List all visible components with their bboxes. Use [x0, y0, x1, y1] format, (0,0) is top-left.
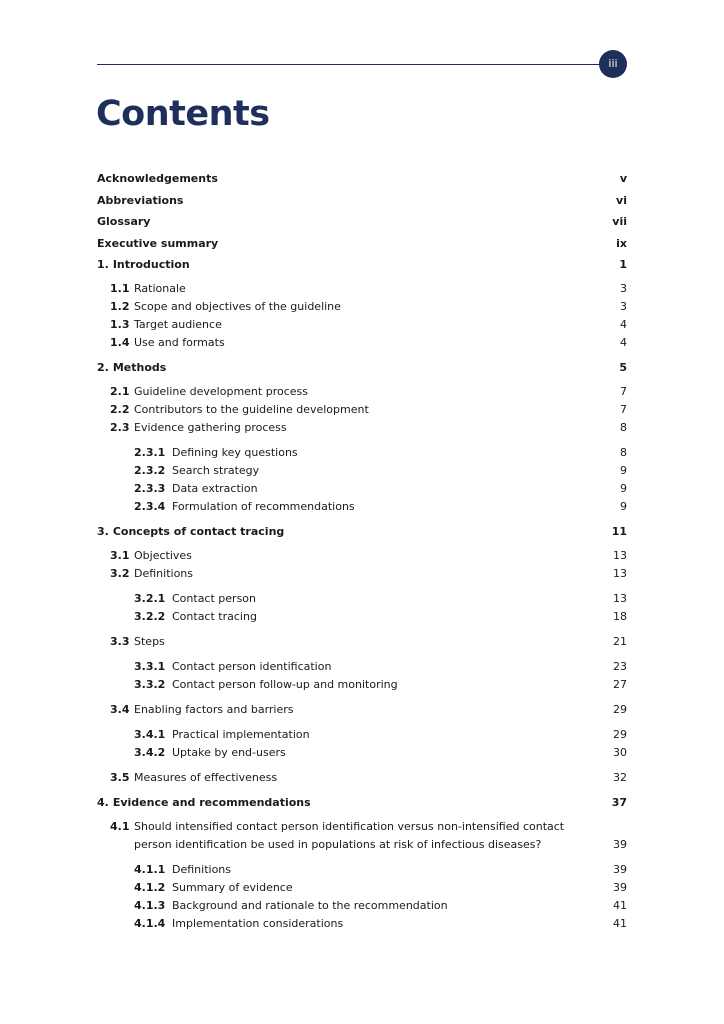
toc-page: 13 — [613, 549, 627, 563]
toc-label: Background and rationale to the recommendation — [172, 899, 448, 913]
toc-section-3-1[interactable] — [97, 547, 627, 565]
toc-page: 8 — [620, 446, 627, 460]
toc-entry-glossary[interactable] — [97, 213, 627, 231]
toc-page: 41 — [613, 899, 627, 913]
toc-number: 3.3.1 — [134, 660, 166, 674]
toc-number: 3.1 — [110, 549, 130, 563]
toc-label: Scope and objectives of the guideline — [134, 300, 341, 314]
toc-number: 1.4 — [110, 336, 130, 350]
toc-entry-abbreviations[interactable] — [97, 192, 627, 210]
toc-page: 41 — [613, 917, 627, 931]
toc-page: 9 — [620, 482, 627, 496]
toc-page: 11 — [611, 525, 627, 539]
toc-label: Data extraction — [172, 482, 258, 496]
toc-label: Uptake by end-users — [172, 746, 286, 760]
toc-label: Implementation considerations — [172, 917, 344, 931]
toc-number: 2.3 — [110, 421, 130, 435]
toc-label: Concepts of contact tracing — [112, 525, 285, 539]
toc-section-2-2[interactable] — [97, 401, 627, 419]
toc-label: Definitions — [172, 863, 231, 877]
toc-page: 29 — [613, 703, 627, 717]
toc-subsection-3-3-1[interactable] — [97, 658, 627, 676]
toc-page: 3 — [620, 282, 627, 296]
toc-page: 4 — [620, 318, 627, 332]
toc-page: 21 — [613, 635, 627, 649]
toc-subsection-3-4-1[interactable] — [97, 726, 627, 744]
toc-number: 2.3.2 — [134, 464, 166, 478]
toc-page: ix — [616, 236, 627, 250]
toc-label: Methods — [112, 361, 167, 375]
toc-page: v — [619, 172, 627, 185]
toc-subsection-4-1-4[interactable] — [97, 915, 627, 933]
toc-label: Guideline development process — [134, 385, 308, 399]
page-number-badge: iii — [599, 50, 627, 78]
toc-subsection-4-1-3[interactable] — [97, 897, 627, 915]
toc-page: 37 — [611, 796, 627, 810]
toc-label: Use and formats — [134, 336, 225, 350]
toc-page: 13 — [613, 567, 627, 581]
toc-page: 3 — [620, 300, 627, 314]
toc-page: 4 — [620, 336, 627, 350]
toc-number: 1.3 — [110, 318, 130, 332]
toc-subsection-3-3-2[interactable] — [97, 676, 627, 694]
toc-label: Defining key questions — [172, 446, 298, 460]
toc-chapter-1[interactable] — [97, 256, 627, 274]
toc-label: Target audience — [134, 318, 222, 332]
toc-label: Search strategy — [172, 464, 260, 478]
toc-page: 30 — [613, 746, 627, 760]
toc-label: Steps — [134, 635, 165, 649]
toc-number: 1. — [97, 258, 109, 272]
toc-label: Contact person identification — [172, 660, 332, 674]
toc-label: Contact tracing — [172, 610, 257, 624]
table-of-contents — [97, 170, 627, 933]
page-title: Contents — [96, 94, 270, 134]
toc-subsection-4-1-1[interactable] — [97, 861, 627, 879]
toc-page: 39 — [613, 838, 627, 852]
toc-page: 18 — [613, 610, 627, 624]
toc-section-1-2[interactable] — [97, 298, 627, 316]
toc-number: 3.4.2 — [134, 746, 166, 760]
toc-page: 39 — [613, 881, 627, 895]
toc-section-1-3[interactable] — [97, 316, 627, 334]
toc-number: 4.1.3 — [134, 899, 166, 913]
toc-label: Practical implementation — [172, 728, 310, 742]
toc-number: 3.4 — [110, 703, 130, 717]
toc-number: 4.1 — [110, 820, 130, 834]
toc-page: vii — [612, 215, 627, 229]
toc-label: Formulation of recommendations — [172, 500, 355, 514]
toc-section-2-3[interactable] — [97, 419, 627, 437]
toc-label: Rationale — [134, 282, 186, 296]
toc-chapter-4[interactable] — [97, 794, 627, 812]
toc-label: Contact person follow-up and monitoring — [172, 678, 398, 692]
toc-section-2-1[interactable] — [97, 383, 627, 401]
toc-page: 9 — [620, 500, 627, 514]
toc-number: 2.3.3 — [134, 482, 166, 496]
toc-label: Glossary — [97, 215, 151, 229]
toc-subsection-2-3-1[interactable] — [97, 444, 627, 462]
toc-section-4-1[interactable] — [97, 818, 627, 854]
toc-label: Abbreviations — [97, 193, 184, 207]
toc-label: Introduction — [112, 258, 190, 272]
toc-number: 2.2 — [110, 403, 130, 417]
toc-chapter-2[interactable] — [97, 359, 627, 377]
toc-number: 4.1.1 — [134, 863, 166, 877]
toc-label: Enabling factors and barriers — [134, 703, 294, 717]
toc-page: 32 — [613, 771, 627, 785]
toc-number: 3.2 — [110, 567, 130, 581]
toc-number: 3.3.2 — [134, 678, 166, 692]
toc-page: 5 — [619, 361, 627, 375]
toc-label: Objectives — [134, 549, 192, 563]
toc-label: Evidence and recommendations — [112, 796, 311, 810]
toc-chapter-3[interactable] — [97, 523, 627, 541]
toc-entry-executive-summary[interactable] — [97, 235, 627, 253]
toc-page: 7 — [620, 403, 627, 417]
toc-page: 1 — [619, 258, 627, 272]
toc-subsection-3-4-2[interactable] — [97, 744, 627, 762]
toc-number: 3.2.1 — [134, 592, 166, 606]
toc-entry-acknowledgements[interactable] — [97, 170, 627, 188]
toc-number: 4.1.4 — [134, 917, 166, 931]
toc-label: Should intensified contact person identification versus non-intensified contact person identification be used in populations at risk of infectious diseases? — [134, 820, 565, 852]
toc-number: 3. — [97, 525, 109, 539]
toc-page: 9 — [620, 464, 627, 478]
toc-label: Measures of effectiveness — [134, 771, 278, 785]
toc-subsection-2-3-3[interactable] — [97, 480, 627, 498]
toc-number: 2.1 — [110, 385, 130, 399]
toc-subsection-4-1-2[interactable] — [97, 879, 627, 897]
toc-number: 3.5 — [110, 771, 130, 785]
toc-page: 8 — [620, 421, 627, 435]
toc-label: Executive summary — [97, 236, 219, 250]
toc-label: Acknowledgements — [97, 172, 218, 185]
toc-subsection-3-2-2[interactable] — [97, 608, 627, 626]
toc-page: 23 — [613, 660, 627, 674]
toc-number: 4. — [97, 796, 109, 810]
toc-page: 29 — [613, 728, 627, 742]
toc-label: Evidence gathering process — [134, 421, 287, 435]
toc-page: 7 — [620, 385, 627, 399]
toc-label: Contributors to the guideline development — [134, 403, 369, 417]
toc-page: 27 — [613, 678, 627, 692]
toc-section-3-5[interactable] — [97, 769, 627, 787]
toc-number: 1.1 — [110, 282, 130, 296]
toc-subsection-3-2-1[interactable] — [97, 590, 627, 608]
toc-page: 39 — [613, 863, 627, 877]
toc-section-1-4[interactable] — [97, 334, 627, 352]
toc-section-3-2[interactable] — [97, 565, 627, 583]
header-rule — [97, 64, 609, 65]
toc-label: Summary of evidence — [172, 881, 293, 895]
toc-number: 2. — [97, 361, 109, 375]
toc-number: 3.4.1 — [134, 728, 166, 742]
toc-section-1-1[interactable] — [97, 280, 627, 298]
toc-page: 13 — [613, 592, 627, 606]
toc-section-3-3[interactable] — [97, 633, 627, 651]
toc-number: 1.2 — [110, 300, 130, 314]
toc-number: 3.3 — [110, 635, 130, 649]
toc-number: 2.3.4 — [134, 500, 166, 514]
toc-subsection-2-3-4[interactable] — [97, 498, 627, 516]
toc-number: 4.1.2 — [134, 881, 166, 895]
toc-label: Definitions — [134, 567, 193, 581]
toc-number: 2.3.1 — [134, 446, 166, 460]
toc-subsection-2-3-2[interactable] — [97, 462, 627, 480]
toc-label: Contact person — [172, 592, 256, 606]
toc-number: 3.2.2 — [134, 610, 166, 624]
toc-page: vi — [616, 193, 627, 207]
toc-section-3-4[interactable] — [97, 701, 627, 719]
